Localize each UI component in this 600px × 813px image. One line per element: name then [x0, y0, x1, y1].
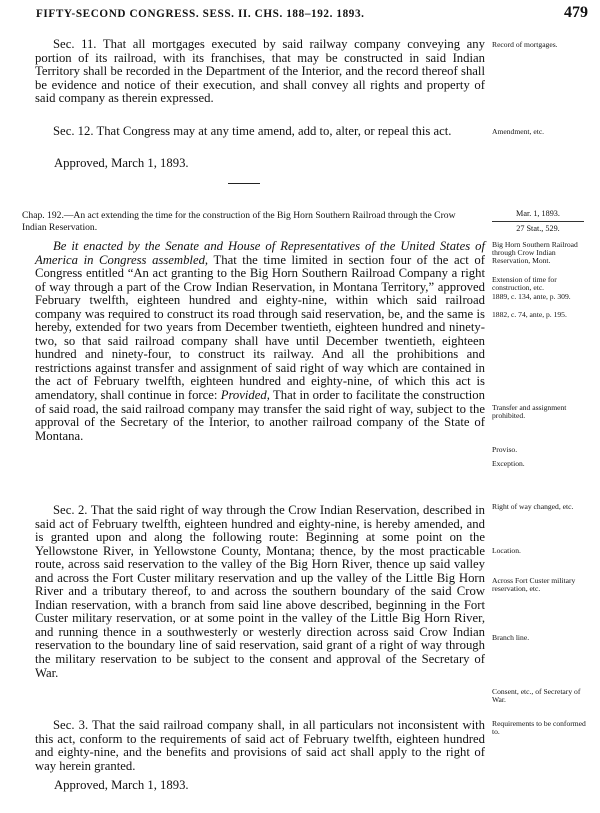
- section-12-text: Sec. 12. That Congress may at any time amend, add to, alter, or repeal this act.: [53, 124, 452, 138]
- chapter-date-box: [492, 209, 584, 234]
- note-extension: Extension of time for construction, etc.: [492, 275, 557, 293]
- section-11-text: Sec. 11. That all mortgages executed by said railway company conveying any portion of its railroad, with its franchises, that may be constructed in said Indian Territory shall be recorded in the Department of the Interior, and the record thereof shall be evidence and notice of their execution, and shall convey all rights and property of said company as therein expressed.: [35, 37, 485, 106]
- section-divider: [228, 183, 260, 184]
- note-branch-line: Branch line.: [492, 633, 530, 642]
- note-transfer: Transfer and assignment prohibited.: [492, 403, 567, 421]
- page-header: [28, 6, 588, 24]
- note-big-horn: Big Horn Southern Railroad through Crow Indian Reservation, Mont.: [492, 240, 578, 266]
- section-3: [35, 719, 485, 773]
- approved-line-top: Approved, March 1, 1893.: [54, 156, 189, 170]
- note-exception: Exception.: [492, 459, 525, 468]
- note-citation-1: 1889, c. 134, ante, p. 309.: [492, 292, 571, 301]
- approved-line-bottom: Approved, March 1, 1893.: [54, 778, 189, 792]
- section-2: [35, 504, 485, 680]
- section-11: [35, 38, 485, 106]
- note-citation-2: 1882, c. 74, ante, p. 195.: [492, 310, 567, 319]
- para1-end: That in order to facilitate the construction of said road, the said railroad company may transfer the said right of way, subject to the approval of the Secretary of the Interior, to another railroad company of the State of Montana.: [35, 388, 485, 443]
- note-record-of-mortgages: Record of mortgages.: [492, 40, 558, 49]
- note-right-of-way: Right of way changed, etc.: [492, 502, 574, 511]
- para1-text: That the time limited in section four of the act of Congress entitled “An act granting to the Big Horn Southern Railroad Company a right of way through a part of the Crow Indian Reservation, in Montana Territory,” approved February twelfth, eighteen hundred and eighty-nine, within which said railroad company was required to construct its road through said reservation, be, and the same is hereby, extended for two years from December twentieth, eighteen hundred and ninety-two, so that said railroad company shall have until December twentieth, eighteen hundred and ninety-four, to construct its railway. And all the prohibitions and restrictions against transfer and assignment of said right of way which are contained in the act of February twelfth, eighteen hundred and eighty-nine, of which this act is amendatory, shall continue in force:: [35, 252, 485, 403]
- para1: [35, 240, 485, 443]
- chapter-title: Chap. 192.—An act extending the time for the construction of the Big Horn Southern Railroad through the Crow Indian Reservation.: [22, 210, 456, 233]
- note-location: Location.: [492, 546, 521, 555]
- provided-word: Provided,: [220, 388, 270, 403]
- note-across-fort-custer: Across Fort Custer military reservation, etc.: [492, 576, 576, 594]
- section-2-text: Sec. 2. That the said right of way through the Crow Indian Reservation, described in said act of February twelfth, eighteen hundred and eighty-nine, is hereby amended, and is granted upon and along the following route: Beginning at some point on the Yellowstone River, in Yellowstone County, Montana; thence, by the most practicable route, across said reservation to the valley of the Big Horn River, thence up said valley and across the Fort Custer military reservation and up the valley of the Little Big Horn River and a tributary thereof, to and across the southern boundary of the said Crow Indian reservation, with a branch from said line above described, beginning in the Fort Custer military reservation, or at some point in the valley of the Little Big Horn River, and running thence in a southwesterly or westerly direction across said Crow Indian reservation to the boundary line of said reservation, said grant of a right of way through the military reservation to be subject to the consent and approval of the Secretary of War.: [35, 503, 485, 680]
- section-12: [35, 125, 485, 139]
- note-amendment: Amendment, etc.: [492, 127, 545, 136]
- note-consent: Consent, etc., of Secretary of War.: [492, 687, 581, 705]
- running-head: FIFTY-SECOND CONGRESS. SESS. II. CHS. 188–192. 1893.: [36, 8, 365, 20]
- chapter-date: Mar. 1, 1893.: [492, 209, 584, 222]
- note-proviso: Proviso.: [492, 445, 518, 454]
- page-number: 479: [564, 4, 588, 21]
- chapter-body-para1: [35, 240, 485, 443]
- chapter-heading: [22, 210, 480, 233]
- enacting-clause: Be it enacted by the Senate and House of Representatives of the United States of America in Congress assembled,: [35, 239, 485, 267]
- section-3-text: Sec. 3. That the said railroad company shall, in all particulars not inconsistent with this act, conform to the requirements of said act of February twelfth, eighteen hundred and eighty-nine, and the benefits and provisions of said act shall apply to the right of way herein granted.: [35, 718, 485, 773]
- note-requirements: Requirements to be conformed to.: [492, 719, 586, 737]
- statute-citation: 27 Stat., 529.: [516, 224, 560, 233]
